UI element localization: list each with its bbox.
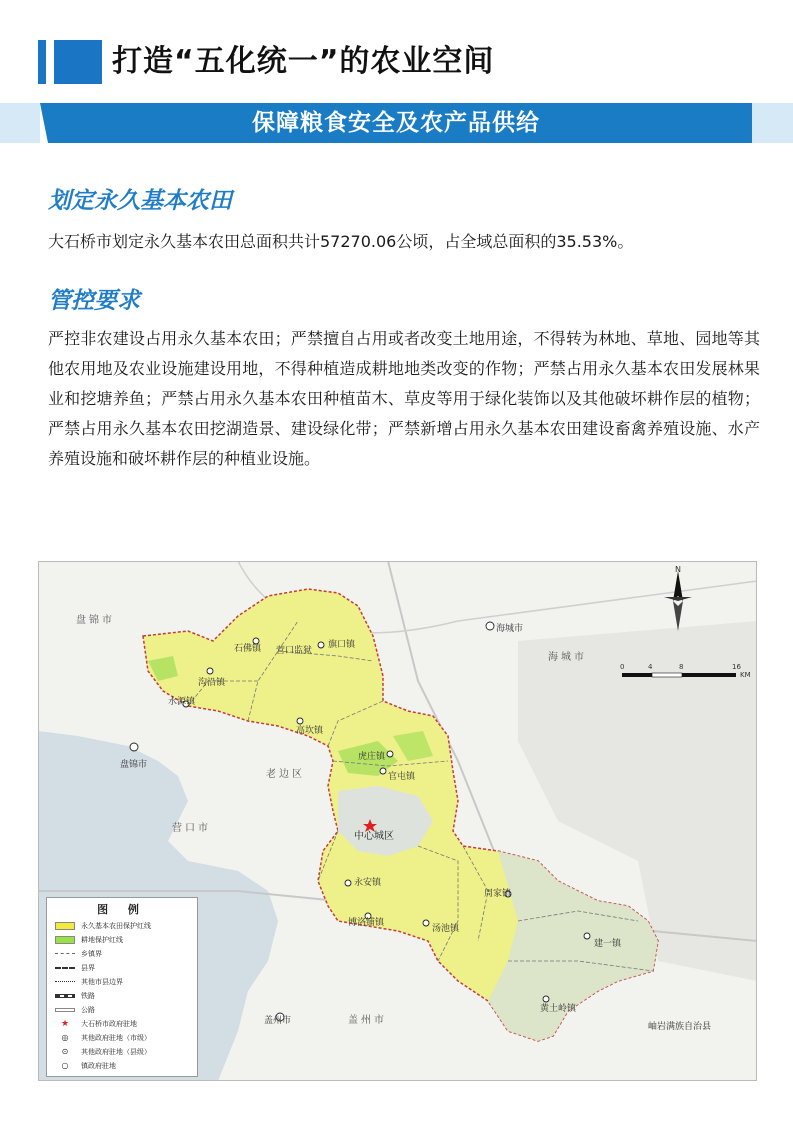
scale-tick: 4 <box>648 663 653 671</box>
legend-swatch <box>55 922 75 930</box>
section-body-control: 严控非农建设占用永久基本农田；严禁擅自占用或者改变土地用途，不得转为林地、草地、园地等其他农用地及农业设施建设用地，不得种植造成耕地地类改变的作物；严禁占用永久基本农田发展林果业和挖塘养鱼；严禁占用永久基本农田种植苗木、草皮等用于绿化装饰以及其他破坏耕作层的植物；严禁占用永久基本农田挖湖造景、建设绿化带；严禁新增占用永久基本农田建设畜禽养殖设施、水产养殖设施和破坏耕作层的种植业设施。 <box>48 329 760 468</box>
legend-label: 镇政府驻地 <box>81 1061 116 1070</box>
page-header <box>38 40 758 84</box>
map-town-label: 黄土岭镇 <box>540 1004 577 1014</box>
map-town-label: 汤池镇 <box>432 924 460 934</box>
map-town-label: 建一镇 <box>594 939 622 949</box>
legend-item <box>55 1004 95 1015</box>
legend-swatch <box>55 936 75 944</box>
circle-icon: ○ <box>61 1060 69 1070</box>
farmland-map <box>38 561 757 1081</box>
map-town-label: 官屯镇 <box>388 772 416 782</box>
map-region-label: 盖州市 <box>264 1016 292 1026</box>
map-town-label: 沟沿镇 <box>198 678 226 688</box>
map-town-label: 永安镇 <box>354 878 382 888</box>
map-region-label: 海城市 <box>548 652 587 663</box>
legend-label: 公路 <box>81 1005 95 1014</box>
legend-label: 其他市县边界 <box>81 977 123 986</box>
legend-label: 大石桥市政府驻地 <box>81 1019 137 1028</box>
map-region-label: 盘锦市 <box>120 760 148 770</box>
dot-circle-icon: ⊙ <box>61 1046 69 1056</box>
map-town-label: 虎庄镇 <box>358 752 386 762</box>
section-heading-control: 管控要求 <box>48 288 140 314</box>
scale-tick: 8 <box>679 663 684 671</box>
map-town-label: 周家镇 <box>484 889 512 899</box>
map-town-label: 石佛镇 <box>234 644 262 654</box>
header-accent-block <box>54 40 102 84</box>
legend-item <box>55 1046 151 1057</box>
map-town-label: 博洛铺镇 <box>348 918 385 928</box>
map-town-label: 水源镇 <box>168 697 196 707</box>
double-circle-icon: ◎ <box>61 1032 69 1042</box>
map-region-label: 海城市 <box>496 624 524 634</box>
legend-item <box>55 1032 151 1043</box>
legend-label: 其他政府驻地（县级） <box>81 1047 151 1056</box>
legend-label: 县界 <box>81 963 95 972</box>
section-heading-farmland: 划定永久基本农田 <box>48 188 232 214</box>
legend-label: 永久基本农田保护红线 <box>81 921 151 930</box>
page-title: 打造“五化统一”的农业空间 <box>112 44 495 79</box>
legend-swatch <box>55 967 75 969</box>
legend-item <box>55 962 95 973</box>
map-region-label: 营口市 <box>172 823 211 834</box>
scale-tick: 0 <box>620 663 625 671</box>
legend-item <box>55 920 151 931</box>
section-banner <box>0 103 793 143</box>
legend-label: 其他政府驻地（市级） <box>81 1033 151 1042</box>
legend-swatch <box>55 994 75 998</box>
north-label: N <box>675 565 681 574</box>
legend-item <box>55 934 123 945</box>
map-region-label: 盖州市 <box>348 1015 387 1026</box>
map-region-label: 岫岩满族自治县 <box>648 1022 712 1032</box>
map-town-label: 高坎镇 <box>296 726 324 736</box>
map-town-label: 中心城区 <box>354 831 394 842</box>
legend-label: 乡镇界 <box>81 949 102 958</box>
legend-label: 铁路 <box>81 991 95 1000</box>
legend-label: 耕地保护红线 <box>81 935 123 944</box>
legend-item <box>55 948 102 959</box>
north-arrow-icon <box>664 571 692 631</box>
map-region-label: 盘锦市 <box>76 615 115 626</box>
section-body-farmland: 大石桥市划定永久基本农田总面积共计57270.06公顷，占全域总面积的35.53%。 <box>48 232 634 251</box>
star-icon: ★ <box>60 1018 70 1029</box>
scale-unit: KM <box>740 671 751 679</box>
legend-item <box>55 976 123 987</box>
map-town-label: 旗口镇 <box>328 640 356 650</box>
legend-swatch <box>55 1008 75 1012</box>
legend-item <box>55 990 95 1001</box>
scale-bar <box>622 673 736 677</box>
banner-left-tab <box>0 103 40 143</box>
map-town-label: 营口监狱 <box>276 646 313 656</box>
map-region-label: 老边区 <box>266 769 305 780</box>
banner-title: 保障粮食安全及农产品供给 <box>252 110 540 136</box>
scale-tick: 16 <box>732 663 741 671</box>
header-accent-bar <box>38 40 46 84</box>
legend-swatch <box>55 953 75 954</box>
legend-item <box>55 1060 116 1071</box>
banner-right-tab <box>752 103 793 143</box>
legend-item <box>55 1018 137 1029</box>
map-legend <box>46 897 198 1077</box>
legend-swatch <box>55 981 75 982</box>
legend-title: 图 例 <box>97 903 147 916</box>
